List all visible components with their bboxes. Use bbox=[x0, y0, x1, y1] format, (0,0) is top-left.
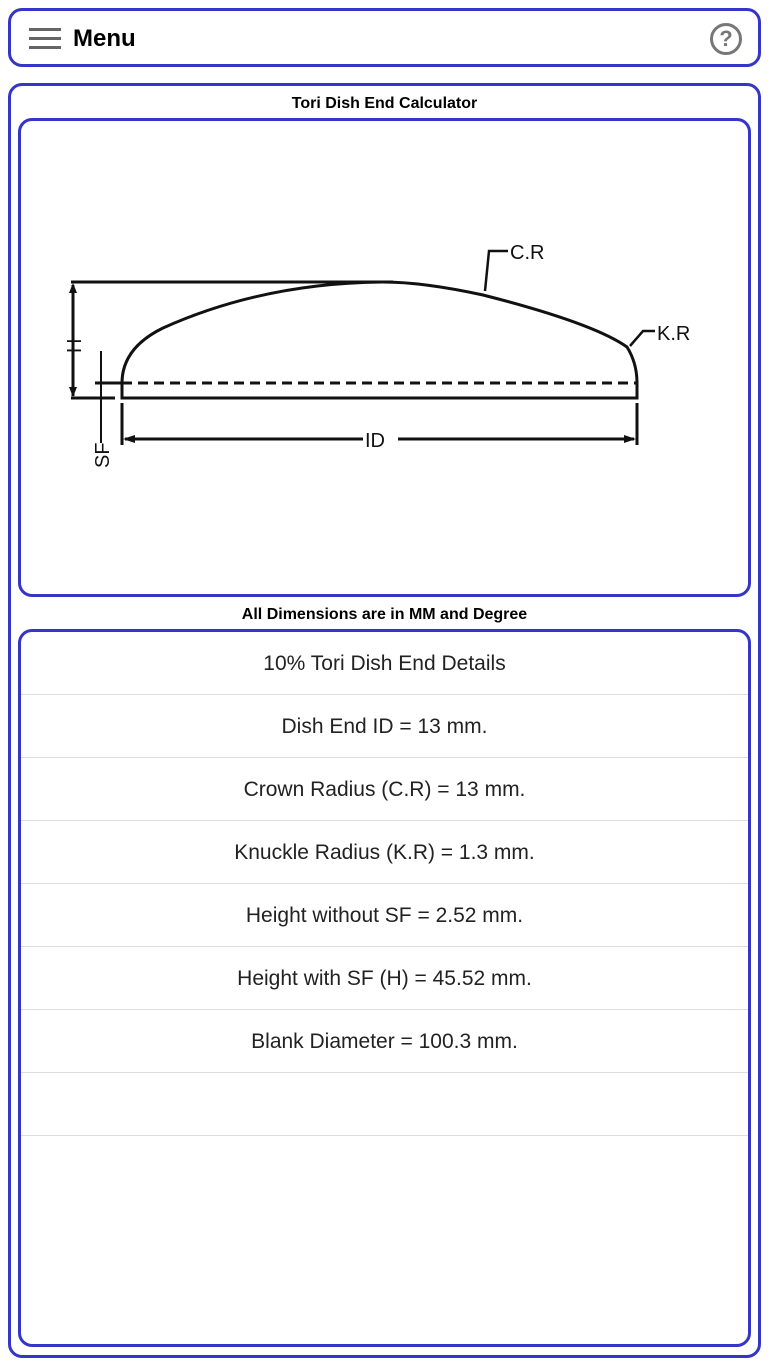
result-crown-radius: Crown Radius (C.R) = 13 mm. bbox=[21, 758, 748, 821]
page-title: Tori Dish End Calculator bbox=[291, 95, 478, 112]
result-dish-end-id: Dish End ID = 13 mm. bbox=[21, 695, 748, 758]
results-heading: 10% Tori Dish End Details bbox=[21, 632, 748, 695]
result-height-with-sf: Height with SF (H) = 45.52 mm. bbox=[21, 947, 748, 1010]
result-blank-diameter: Blank Diameter = 100.3 mm. bbox=[21, 1010, 748, 1073]
calculator-panel bbox=[8, 83, 761, 1358]
h-label: H bbox=[64, 338, 86, 353]
result-height-without-sf: Height without SF = 2.52 mm. bbox=[21, 884, 748, 947]
result-knuckle-radius: Knuckle Radius (K.R) = 1.3 mm. bbox=[21, 821, 748, 884]
empty-row bbox=[21, 1136, 748, 1199]
top-bar bbox=[8, 8, 761, 67]
kr-label: K.R bbox=[657, 323, 691, 345]
results-list bbox=[18, 629, 751, 1347]
units-note: All Dimensions are in MM and Degree bbox=[241, 606, 528, 623]
cr-label: C.R bbox=[510, 242, 545, 264]
hamburger-menu-icon[interactable] bbox=[29, 28, 61, 50]
menu-label[interactable]: Menu bbox=[73, 25, 136, 52]
sf-label: SF bbox=[92, 442, 114, 468]
dish-end-diagram bbox=[18, 118, 751, 597]
id-label: ID bbox=[365, 430, 385, 452]
dish-outline bbox=[122, 282, 637, 398]
help-icon[interactable]: ? bbox=[710, 23, 742, 55]
empty-row bbox=[21, 1073, 748, 1136]
